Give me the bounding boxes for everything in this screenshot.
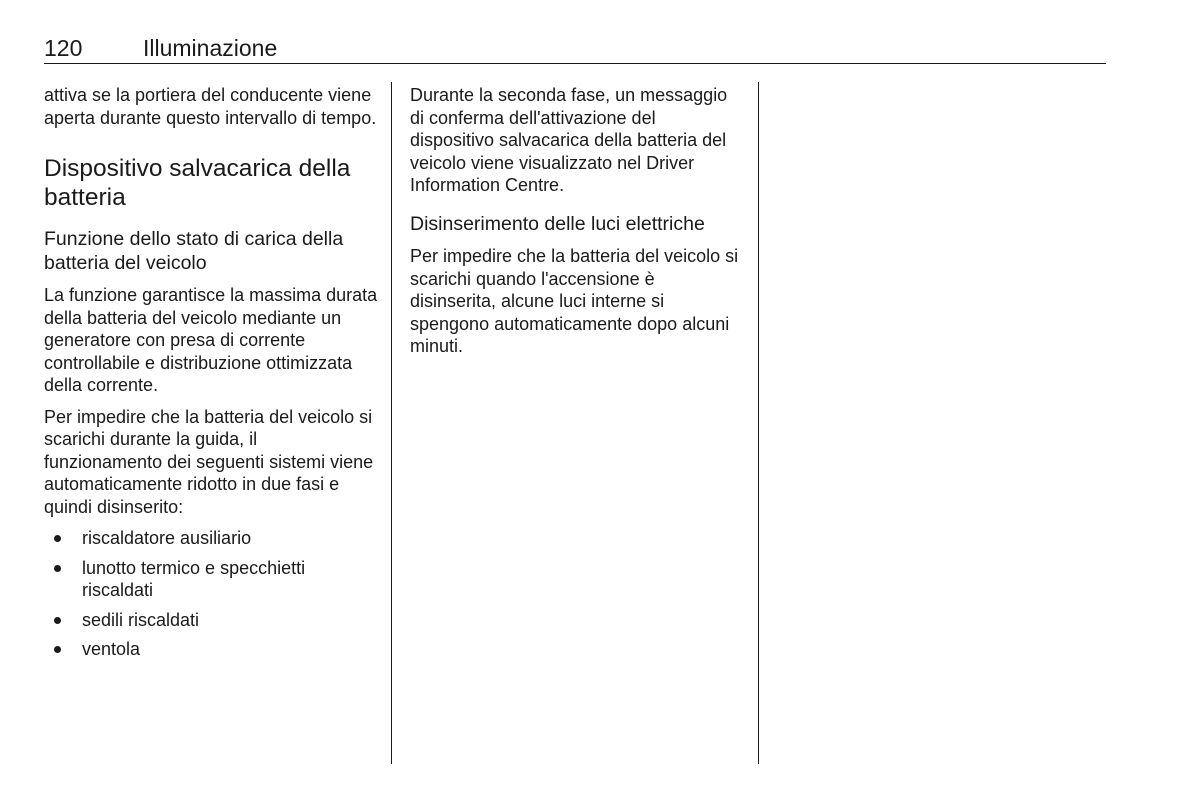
bullet-icon [54, 617, 61, 624]
list-item-text: sedili riscaldati [82, 609, 200, 630]
paragraph-interior-lights: Per impedire che la batteria del veicolo si scarichi quando l'accensione è disinserita, alcune luci interne si spengono automaticamente dopo alcuni minuti. [410, 246, 739, 356]
list-item [44, 527, 378, 550]
paragraph-prevent-discharge: Per impedire che la batteria del veicolo si scarichi durante la guida, il funzionamento dei seguenti sistemi viene automaticamente ridotto in due fasi e quindi disinserito: [44, 406, 374, 517]
paragraph-second-phase: Durante la seconda fase, un messaggio di conferma dell'attivazione del dispositivo salvacarica della batteria del veicolo viene visualizzato nel Driver Information Centre. [410, 85, 728, 195]
intro-paragraph: attiva se la portiera del conducente viene aperta durante questo intervallo di tempo. [44, 85, 377, 128]
page-number: 120 [44, 35, 83, 61]
column-left [44, 84, 378, 668]
column-divider-right [758, 82, 759, 764]
subheading-charge-state: Funzione dello stato di carica della batteria del veicolo [44, 228, 344, 274]
bullet-icon [54, 535, 61, 542]
list-item-text: ventola [82, 639, 141, 659]
section-title: Illuminazione [143, 35, 278, 61]
paragraph-function: La funzione garantisce la massima durata della batteria del veicolo mediante un generatore con presa di corrente controllabile e distribuzione ottimizzata della corrente. [44, 285, 378, 395]
list-item [44, 638, 378, 661]
column-divider-left [391, 82, 392, 764]
systems-list [44, 527, 378, 661]
list-item-text: riscaldatore ausiliario [82, 528, 252, 548]
column-middle [410, 84, 744, 367]
bullet-icon [54, 565, 61, 572]
heading-battery-saver: Dispositivo salvacarica della batteria [44, 155, 351, 211]
list-item-text: lunotto termico e specchietti riscaldati [82, 557, 306, 600]
list-item [44, 557, 378, 602]
page-header [44, 33, 1106, 64]
subheading-lights-off: Disinserimento delle luci elettriche [410, 212, 705, 235]
list-item [44, 609, 378, 632]
bullet-icon [54, 646, 61, 653]
